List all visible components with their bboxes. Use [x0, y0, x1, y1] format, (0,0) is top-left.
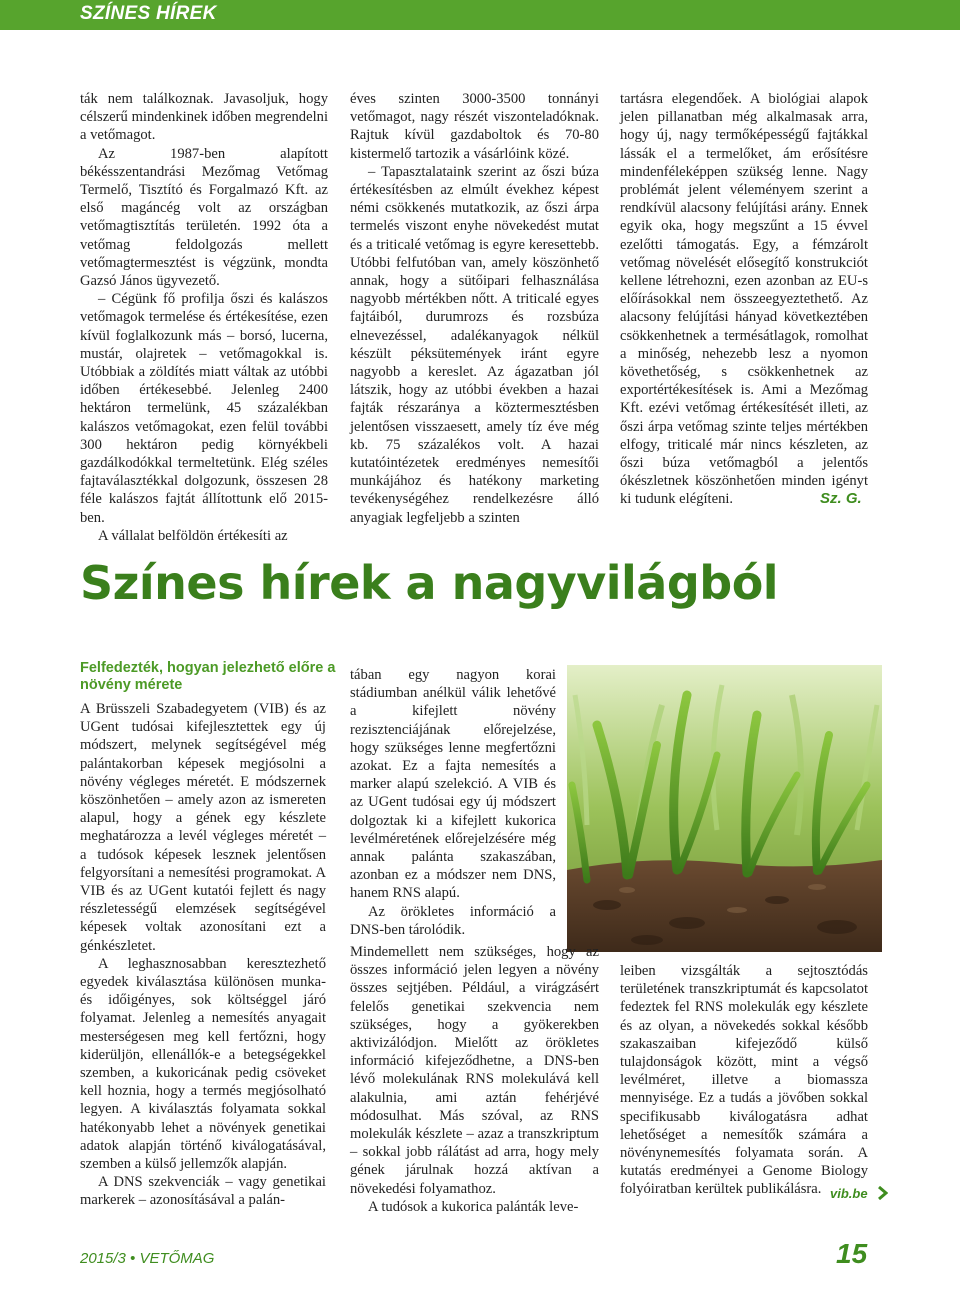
- chevron-right-icon: [878, 1186, 888, 1200]
- bottom-article-column-2-top: [350, 666, 556, 939]
- bottom-article-column-2-bottom: [350, 943, 599, 1216]
- header-bar: [0, 0, 960, 30]
- section-title: Színes hírek a nagyvilágból: [80, 556, 779, 610]
- paragraph: Az 1987-ben alapított békésszentandrási Mezőmag Vetőmag Termelő, Tisztító és Forgalmazó Kft. az első magáncég volt az országban vetőmagtisztítás területén. 1992 óta a vetőmag feldolgozás mellett vetőmagtermesztést is végzünk, mondta Gazsó János ügyvezető.: [80, 145, 328, 290]
- article-subhead: Felfedezték, hogyan jelezhető előre a növény mérete: [80, 660, 336, 693]
- bottom-article-column-3: [620, 962, 868, 1199]
- paragraph: éves szinten 3000-3500 tonnányi vetőmagot, nagy részét viszonteladóknak. Rajtuk kívül gazdaboltok és 70-80 kistermelő tartozik a vásárlóink közé.: [350, 91, 599, 162]
- paragraph: A Brüsszeli Szabadegyetem (VIB) és az UGent tudósai kifejlesztettek egy új módszert, melynek segítségével még palántakorban képesek megjósolni a növény végleges méretét. E módszernek köszönhetően – amely azon az ismereten alapul, hogy a gének egy készlete meghatározza a levél végleges méretét – a tudósok képesek lesznek jelentősen felgyorsítani a nemesítési programokat. A VIB és az UGent kutatói fejlett és nagy részletességű elemzések segítségével képesek voltak azonosítani ezt a génkészletet.: [80, 701, 326, 954]
- top-article-column-1: [80, 90, 328, 545]
- paragraph: Az örökletes információ a DNS-ben tárolódik.: [350, 903, 556, 938]
- paragraph: – Cégünk fő profilja őszi és kalászos vetőmagok termelése és értékesítése, ezen kívül foglalkozunk más – borsó, lucerna, mustár, olajretek – vetőmagokkal is. Utóbbiak a zöldítés miatt váltak az utóbbi időben értékesebbé. Jelenleg 2400 hektáron termelünk, 45 százalékban kalászos vetőmagokat, ezen felül további 300 hektáron pedig környékbeli gazdálkodókkal termeltetünk. Elég széles fajtaválasztékkal dolgozunk, összesen 28 féle kalászos fajtát állítottunk elő 2015-ben.: [80, 291, 328, 526]
- paragraph: A vállalat belföldön értékesíti az: [98, 527, 288, 544]
- top-article-column-2: [350, 90, 599, 527]
- paragraph: A tudósok a kukorica palánták leve-: [368, 1198, 579, 1215]
- corn-seedlings-photo: [567, 665, 882, 952]
- paragraph: – Tapasztalataink szerint az őszi búza értékesítésben az elmúlt évekhez képest némi csökkenés mutatkozik, az őszi árpa termelés viszont enyhe növekedést mutat és a triticalé vetőmag is egyre keresettebb. Utóbbi felfutóban van, amely köszönhető annak, hogy a sütőipari felhasználása nagyobb mértékben nőtt. A triticalé egyes fajtáiból, durumrozs és rozsbúza elnevezéssel, adalékanyagok nélkül készült péksütemények iránt egyre nagyobb a kereslet. Az ágazatban jól látszik, hogy az utóbbi években a hazai fajták részaránya a köztermesztésben jelentősen visszaesett, amely tíz éve még kb. 75 százalékos volt. A hazai kutatóintézetek eredményes nemesítői munkájához és hatékony marketing tevékenységéhez rendelkezésre álló anyagiak legfeljebb a szinten: [350, 163, 599, 526]
- top-article-column-3: [620, 90, 868, 509]
- paragraph: Mindemellett nem szükséges, hogy az összes információ jelen legyen a növény összes sejtjében. Például, a virágzásért felelős genetikai szekvencia nem szükséges, hogy a gyökerekben aktivizálódjon. Mielőtt az örökletes információ kifejeződhetne, a DNS-ben lévő molekulának RNS molekulává kell alakulnia, ami aztán fehérjévé módosulhat. Más szóval, az RNS molekulák készlete – azaz a transzkriptum – sokkal jobb rálátást ad arra, hogy mely gének járulnak hozzá aktívan a növekedési folyamathoz.: [350, 944, 599, 1197]
- section-header-title: SZÍNES HÍREK: [80, 3, 217, 24]
- paragraph: leiben vizsgálták a sejtosztódás területének transzkriptumát és kapcsolatot fedeztek fel RNS molekulák egy készlete és az olyan, a növekedés sokkal később szakaszaiban kifejeződő külső tulajdonságok között, mint a végső levélméret, illetve a biomassza mennyisége. Ez a tudás a jövőben sokkal specifikusabb kiválogatásra adhat lehetőséget a nemesítők számára a növénynemesítés folyamata során. A kutatás eredményei a Genome Biology folyóiratban kerültek publikálásra.: [620, 963, 868, 1198]
- page-number: 15: [836, 1238, 868, 1269]
- paragraph: tartásra elegendőek. A biológiai alapok jelen pillanatban még alkalmasak arra, hogy új, nagy termőképességű fajtákkal lássák el a termelőket, ám erősítésre mindenféleképpen szükség lenne. Nagy problémát jelent véleményem szerint a rendkívül alacsony felújítási arány. Ennek egyik oka, hogy megszűnt a 15 évvel ezelőtti támogatás. Egy, a fémzárolt vetőmag növelését elősegítő konstrukciót kellene létrehozni, ezen azonban az EU-s előírásokkal nem összeegyeztethető. Az alacsony felújítási hányad következtében csökkenhetnek a termésátlagok, romolhat a minőség, nehezebb lesz a nyomon követhetőség, s csökkenhetnek az exportértékesítések is. Ami a Mezőmag Kft. ezévi vetőmag értékesítését illeti, az őszi árpa vetőmag szinte teljes mértékben elfogy, triticalé már nincs készleten, az őszi búza vetőmagból a jelentős ókészletnek köszönhetően minden igényt ki tudunk elégíteni.: [620, 91, 868, 508]
- bottom-article-column-1: [80, 700, 326, 1210]
- source-link[interactable]: vib.be: [830, 1186, 868, 1201]
- author-signature: Sz. G.: [820, 490, 862, 507]
- paragraph: A DNS szekvenciák – vagy genetikai markerek – azonosításával a palán-: [80, 1174, 326, 1209]
- paragraph: tában egy nagyon korai stádiumban anélkül válik lehetővé a kifejlett növény rezisztenciájának előrejelzése, hogy szükséges lenne megfertőzni azokat. Ez a fajta nemesítés a marker alapú szelekció. A VIB és az UGent tudósai egy új módszert dolgoztak ki a kifejlett kukorica levélméretének előrejelzésére még annak palánta szakaszában, azonban ez a módszer nem DNS, hanem RNS alapú.: [350, 667, 556, 902]
- paragraph: A leghasznosabban keresztezhető egyedek kiválasztása különösen munka- és időigényes, sok költséggel járó folyamat. Jelenleg a nemesítés anyagait mesterségesen meg kell fertőzni, hogy kiderüljön, ellenállók-e a betegségekkel szemben, a kukoricának pedig csöveket kell hoznia, hogy a termés megjósolható legyen. A kiválasztás folyamata sokkal hatékonyabb lehet a növények genetikai adatok alapján történő kiválogatásával, szemben a külső jellemzők alapján.: [80, 955, 326, 1173]
- paragraph: ták nem találkoznak. Javasoljuk, hogy célszerű mindenkinek időben megrendelni a vetőmagot.: [80, 91, 328, 144]
- footer-issue: 2015/3 • VETŐMAG: [80, 1250, 215, 1267]
